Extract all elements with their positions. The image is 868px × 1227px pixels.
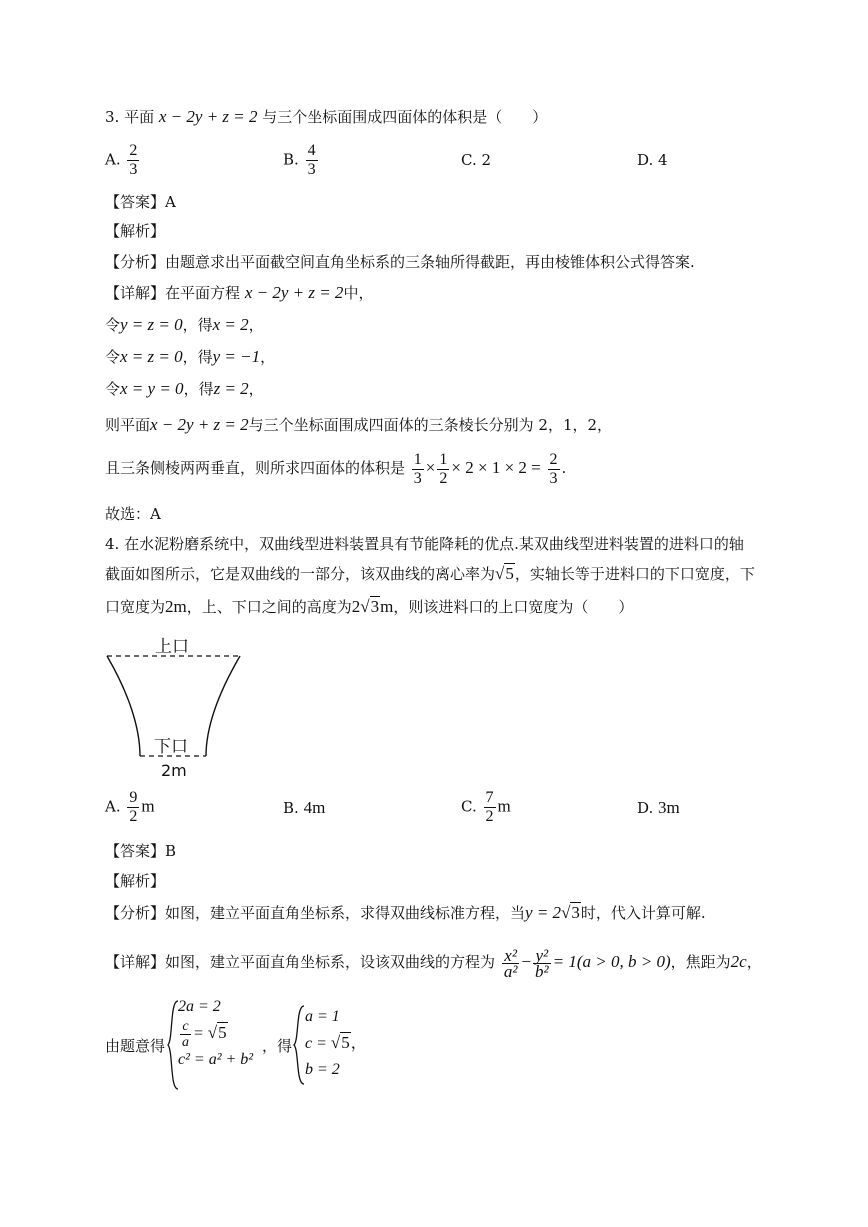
sqrt: √5 <box>495 564 514 583</box>
left-hyperbola-branch <box>107 656 140 756</box>
q3-option-d: D. 4 <box>637 151 668 169</box>
right-hyperbola-branch <box>206 656 240 756</box>
q4-option-a: A. $\frac{9}{2}$ m <box>105 789 155 825</box>
q4-analysis-heading: 【解析】 <box>105 872 166 890</box>
q3-final: 故选：A <box>105 505 161 523</box>
q4-system-label: 由题意得 <box>105 1037 166 1055</box>
q3-answer: 【答案】A <box>105 193 176 211</box>
q3-option-b: B. $\frac{4}{3}$ <box>283 142 316 178</box>
q4-fenxi: 【分析】如图，建立平面直角坐标系，求得双曲线标准方程，当y = 2√3时，代入计算可解. <box>105 903 706 922</box>
fraction: $\frac{\text{y²}}{\text{b²}}$ <box>535 945 549 981</box>
fraction: $\frac{1}{3}$ <box>413 450 422 487</box>
q4-stem-line-1: 4. 在水泥粉磨系统中，双曲线型进料装置具有节能降耗的优点.某双曲线型进料装置的进料口的轴 <box>105 535 744 553</box>
q3-fenxi: 【分析】由题意求出平面截空间直角坐标系的三条轴所得截距，再由棱锥体积公式得答案. <box>105 253 695 271</box>
q3-edge-lengths: 则平面x − 2y + z = 2与三个坐标面围成四面体的三条棱长分别为 2，1，2， <box>105 415 613 434</box>
q3-number: 3. <box>105 108 120 126</box>
sqrt: √3 <box>360 597 380 616</box>
fraction: $\frac{1}{2}$ <box>439 450 448 487</box>
bottom-opening-label: 下口 <box>154 737 188 757</box>
q4-stem-line-2: 截面如图所示，它是双曲线的一部分，该双曲线的离心率为√5，实轴长等于进料口的下口宽度，下 <box>105 564 755 583</box>
q4-figure <box>0 632 868 782</box>
q4-stem-line-3: 口宽度为2m，上、下口之间的高度为2√3m，则该进料口的上口宽度为（ ） <box>105 597 634 616</box>
fraction: $\frac{7}{2}$ <box>485 789 494 825</box>
fraction: $\frac{\text{x²}}{\text{a²}}$ <box>503 945 518 981</box>
q3-option-c: C. 2 <box>461 151 492 169</box>
solved-system: a = 1 c = √5， b = 2 <box>305 1008 367 1078</box>
top-opening-label: 上口 <box>155 637 189 657</box>
q3-volume: 且三条侧棱两两垂直，则所求四面体的体积是 $\frac{1}{3}$ × $\frac{1}{2}$ × 2 × 1 × 2 = $\frac{2}{3}$ . <box>105 450 567 487</box>
q3-step-2: 令x = z = 0，得y = −1， <box>105 347 276 366</box>
fraction: $\frac{9}{2}$ <box>129 789 138 825</box>
q4-option-c: C. $\frac{7}{2}$ m <box>461 789 511 825</box>
q4-answer: 【答案】B <box>105 842 177 860</box>
bottom-width-label: 2m <box>161 761 187 780</box>
fraction: $\frac{2}{3}$ <box>549 450 558 487</box>
sqrt: √3 <box>561 903 580 922</box>
fraction: $\frac{4}{3}$ <box>307 142 316 178</box>
q3-xiangjie: 【详解】在平面方程 x − 2y + z = 2中， <box>105 283 374 302</box>
q4-option-b: B. 4m <box>283 798 326 817</box>
q3-stem: 3. 平面 x − 2y + z = 2 与三个坐标面围成四面体的体积是（ ） <box>105 107 548 126</box>
right-brace <box>292 1004 306 1086</box>
q3-option-a: A. $\frac{2}{3}$ <box>105 142 138 178</box>
q4-option-d: D. 3m <box>637 798 680 817</box>
q3-analysis-heading: 【解析】 <box>105 222 166 240</box>
sqrt: √5 <box>330 1033 350 1052</box>
sqrt: √5 <box>207 1023 227 1043</box>
q4-xiangjie: 【详解】如图，建立平面直角坐标系，设该双曲线的方程为 $\frac{\text{x²}}{\text{a²}}$ − $\frac{\text{y²}}{\text{b²}}$ = 1(a > 0, b > 0)，焦距为2c， <box>105 945 762 981</box>
q4-number: 4. <box>105 535 120 553</box>
q3-step-3: 令x = y = 0，得z = 2， <box>105 379 264 398</box>
q3-step-1: 令y = z = 0，得x = 2， <box>105 315 264 334</box>
given-system: 2a = 2 $\frac{c}{a}$ = √5 c² = a² + b² <box>178 998 254 1068</box>
fraction: $\frac{c}{a}$ <box>182 1019 189 1050</box>
fraction: $\frac{2}{3}$ <box>129 142 138 178</box>
q4-system-result-label: ，得 <box>262 1037 293 1055</box>
q3-plane-equation: x − 2y + z = 2 <box>158 107 258 126</box>
